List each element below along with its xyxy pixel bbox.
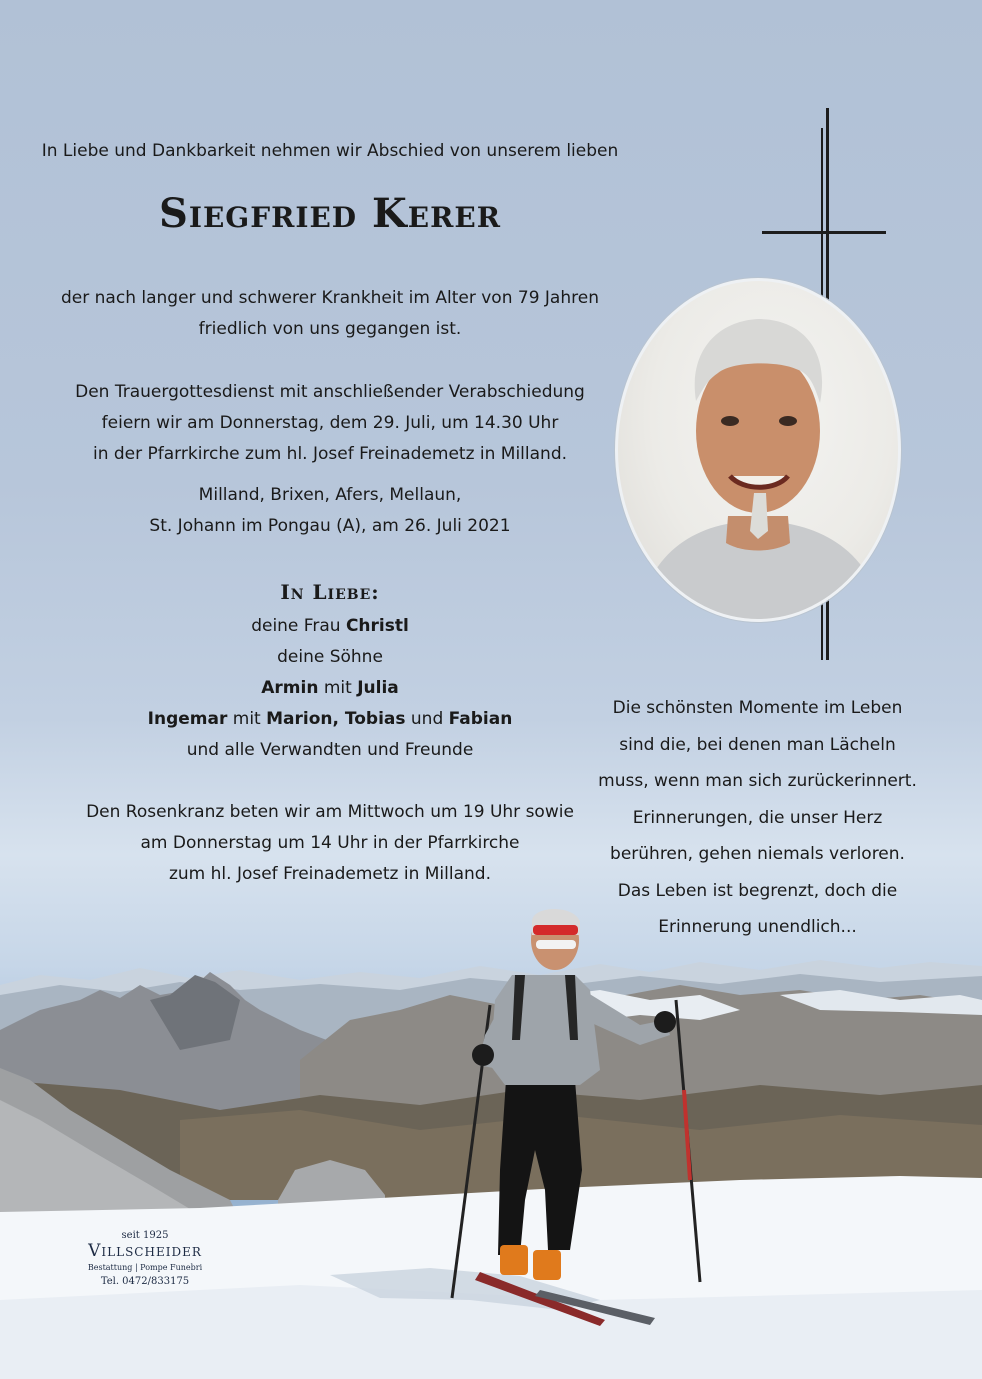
place-date-paragraph <box>40 480 620 542</box>
passing-paragraph <box>40 283 620 345</box>
quote-line: berühren, gehen niemals verloren. <box>610 844 905 864</box>
passing-line: der nach langer und schwerer Krankheit im Alter von 79 Jahren <box>61 288 599 308</box>
logo-subtitle: Bestattung | Pompe Funebri <box>87 1263 203 1272</box>
son2-mit: mit <box>227 709 267 729</box>
son2-name: Ingemar <box>147 709 228 729</box>
family-son2-line <box>40 704 620 735</box>
wife-name: Christl <box>345 616 409 636</box>
son1-name: Armin <box>261 678 319 698</box>
intro-text: In Liebe und Dankbarkeit nehmen wir Abschied von unserem lieben <box>41 141 619 161</box>
quote-line: Erinnerungen, die unser Herz <box>632 807 883 828</box>
service-paragraph <box>40 377 620 470</box>
quote-line: Das Leben ist begrenzt, doch die <box>617 880 898 901</box>
rosary-line: am Donnerstag um 14 Uhr in der Pfarrkirche <box>140 833 520 853</box>
family-sons-line: deine Söhne <box>277 647 383 667</box>
service-line: in der Pfarrkirche zum hl. Josef Freinademetz in Milland. <box>92 444 568 464</box>
family-heading: In Liebe: <box>280 580 380 604</box>
logo-phone: Tel. 0472/833175 <box>100 1276 190 1287</box>
portrait-illustration <box>618 281 898 619</box>
funeral-home-logo <box>70 1230 220 1287</box>
son2-child: Fabian <box>448 709 513 729</box>
wife-prefix: deine Frau <box>251 616 346 636</box>
son2-partner: Marion, Tobias <box>266 709 406 729</box>
place-date-line: St. Johann im Pongau (A), am 26. Juli 2021 <box>149 516 511 536</box>
deceased-name: Siegfried Kerer <box>158 190 502 237</box>
rosary-line: Den Rosenkranz beten wir am Mittwoch um 19 Uhr sowie <box>86 802 574 822</box>
son1-partner: Julia <box>357 678 399 698</box>
quote-line: muss, wenn man sich zurückerinnert. <box>598 771 917 791</box>
portrait-photo <box>615 278 901 622</box>
son1-mit: mit <box>318 678 358 698</box>
place-date-line: Milland, Brixen, Afers, Mellaun, <box>198 485 462 505</box>
family-relatives-line: und alle Verwandten und Freunde <box>186 740 474 760</box>
rosary-line: zum hl. Josef Freinademetz in Milland. <box>168 864 491 884</box>
service-line: feiern wir am Donnerstag, dem 29. Juli, um 14.30 Uhr <box>101 413 559 433</box>
son2-und: und <box>405 709 449 729</box>
quote-line: Die schönsten Momente im Leben <box>612 698 903 718</box>
service-line: Den Trauergottesdienst mit anschließender Verabschiedung <box>75 382 585 402</box>
memorial-quote <box>595 690 920 946</box>
quote-line: sind die, bei denen man Lächeln <box>619 734 896 755</box>
passing-line: friedlich von uns gegangen ist. <box>198 319 462 339</box>
cross-horizontal-line <box>762 231 886 234</box>
family-wife-line <box>40 611 620 642</box>
family-list <box>40 611 620 766</box>
logo-since: seit 1925 <box>121 1230 169 1241</box>
rosary-paragraph <box>40 797 620 890</box>
logo-brand: Villscheider <box>88 1241 202 1261</box>
quote-line: Erinnerung unendlich... <box>658 917 857 937</box>
family-son1-line <box>40 673 620 704</box>
